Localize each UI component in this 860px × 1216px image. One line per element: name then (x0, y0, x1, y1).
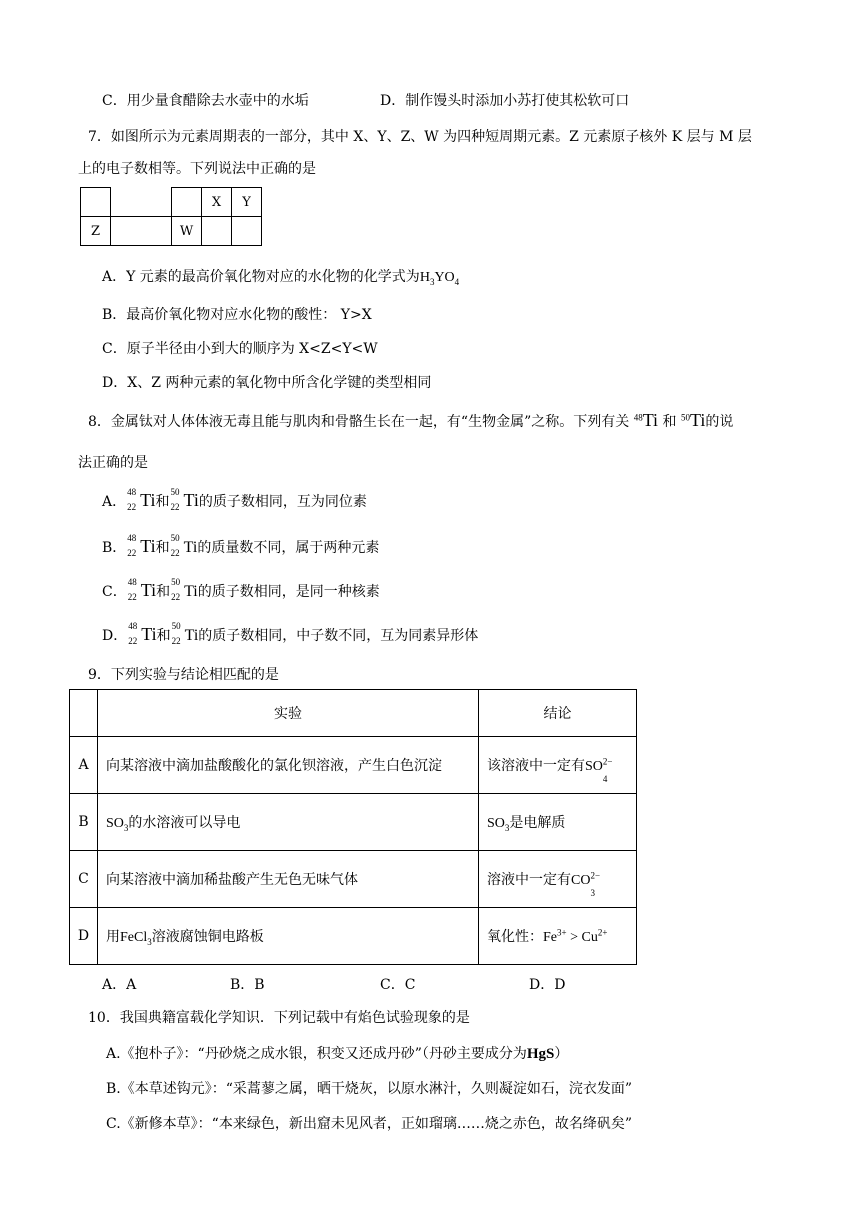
grid-cell-w: W (172, 217, 202, 246)
q8-stem-line2: 法正确的是 (78, 455, 148, 471)
q8-option-a: A． 48 22 Ti和 50 22 Ti的质子数相同，互为同位素 (102, 487, 367, 512)
row-conclusion: 氧化性：$Fe^{3+} > Cu^{2+}$ (479, 908, 637, 965)
row-conclusion: 该溶液中一定有$SO^{2-}$ 4 (479, 737, 637, 794)
q8-option-c: C． 48 22 Ti和 50 22 Ti的质子数相同，是同一种核素 (102, 577, 380, 602)
q10-option-c: C.《新修本草》：“本来绿色，新出窟未见风者，正如瑠璃……烧之赤色，故名绛矾矣” (106, 1116, 632, 1132)
q10-stem: 10．我国典籍富载化学知识．下列记载中有焰色试验现象的是 (88, 1010, 470, 1026)
q7-option-a: A．Y 元素的最高价氧化物对应的水化物的化学式为$H_3YO_4$ (102, 269, 460, 287)
grid-cell (172, 188, 202, 217)
q10-option-b: B.《本草述钩元》：“采蒿蓼之属，晒干烧灰，以原水淋汁，久则凝淀如石，浣衣发面” (106, 1081, 633, 1097)
row-label: B (70, 794, 98, 851)
grid-cell-z: Z (81, 217, 111, 246)
row-label: D (70, 908, 98, 965)
row-label: A (70, 737, 98, 794)
grid-cell (232, 217, 262, 246)
experiment-table (69, 689, 637, 965)
table-row (70, 908, 637, 965)
table-header-row (70, 690, 637, 737)
q9-answer-d: D．D (529, 977, 566, 993)
row-experiment: 向某溶液中滴加稀盐酸产生无色无味气体 (98, 851, 479, 908)
header-conclusion: 结论 (479, 690, 637, 737)
grid-cell-x: X (202, 188, 232, 217)
table-cell (70, 690, 98, 737)
q7-option-b: B．最高价氧化物对应水化物的酸性： Y>X (102, 307, 372, 323)
q9-stem: 9．下列实验与结论相匹配的是 (88, 667, 279, 683)
table-row (70, 851, 637, 908)
row-label: C (70, 851, 98, 908)
q7-option-c: C．原子半径由小到大的顺序为 X<Z<Y<W (102, 341, 378, 357)
q7-option-d: D．X、Z 两种元素的氧化物中所含化学键的类型相同 (102, 375, 432, 391)
header-experiment: 实验 (98, 690, 479, 737)
periodic-table-fragment (80, 187, 262, 246)
table-row (70, 794, 637, 851)
q7-stem-line2: 上的电子数相等。下列说法中正确的是 (78, 161, 316, 177)
q9-answer-a: A．A (102, 977, 137, 993)
table-row (70, 737, 637, 794)
grid-cell (202, 217, 232, 246)
q8-option-b: B． 48 22 Ti和 50 22 Ti的质量数不同，属于两种元素 (102, 533, 380, 558)
row-conclusion: $SO_3$是电解质 (479, 794, 637, 851)
row-experiment: 用FeCl$_3$溶液腐蚀铜电路板 (98, 908, 479, 965)
q9-answer-b: B．B (230, 977, 265, 993)
q10-option-a: A.《抱朴子》：“丹砂烧之成水银，积变又还成丹砂”（丹砂主要成分为HgS） (106, 1046, 569, 1062)
q6-option-c: C．用少量食醋除去水壶中的水垢 (102, 93, 309, 109)
grid-cell-y: Y (232, 188, 262, 217)
row-conclusion: 溶液中一定有$CO^{2-}$ 3 (479, 851, 637, 908)
row-experiment: $SO_3$的水溶液可以导电 (98, 794, 479, 851)
q7-stem-line1: 7．如图所示为元素周期表的一部分，其中 X、Y、Z、W 为四种短周期元素。Z 元素原子核外 K 层与 M 层 (88, 129, 752, 145)
q6-option-d: D．制作馒头时添加小苏打使其松软可口 (380, 93, 630, 109)
grid-cell (81, 188, 111, 217)
row-experiment: 向某溶液中滴加盐酸酸化的氯化钡溶液，产生白色沉淀 (98, 737, 479, 794)
q8-stem-line1: 8．金属钛对人体体液无毒且能与肌肉和骨骼生长在一起，有“生物金属”之称。下列有关 $^{48}$Ti 和 $^{50}$Ti的说 (88, 410, 734, 430)
q9-answer-c: C．C (380, 977, 416, 993)
q8-option-d: D． 48 22 Ti和 50 22 Ti的质子数相同，中子数不同，互为同素异形体 (102, 621, 479, 646)
